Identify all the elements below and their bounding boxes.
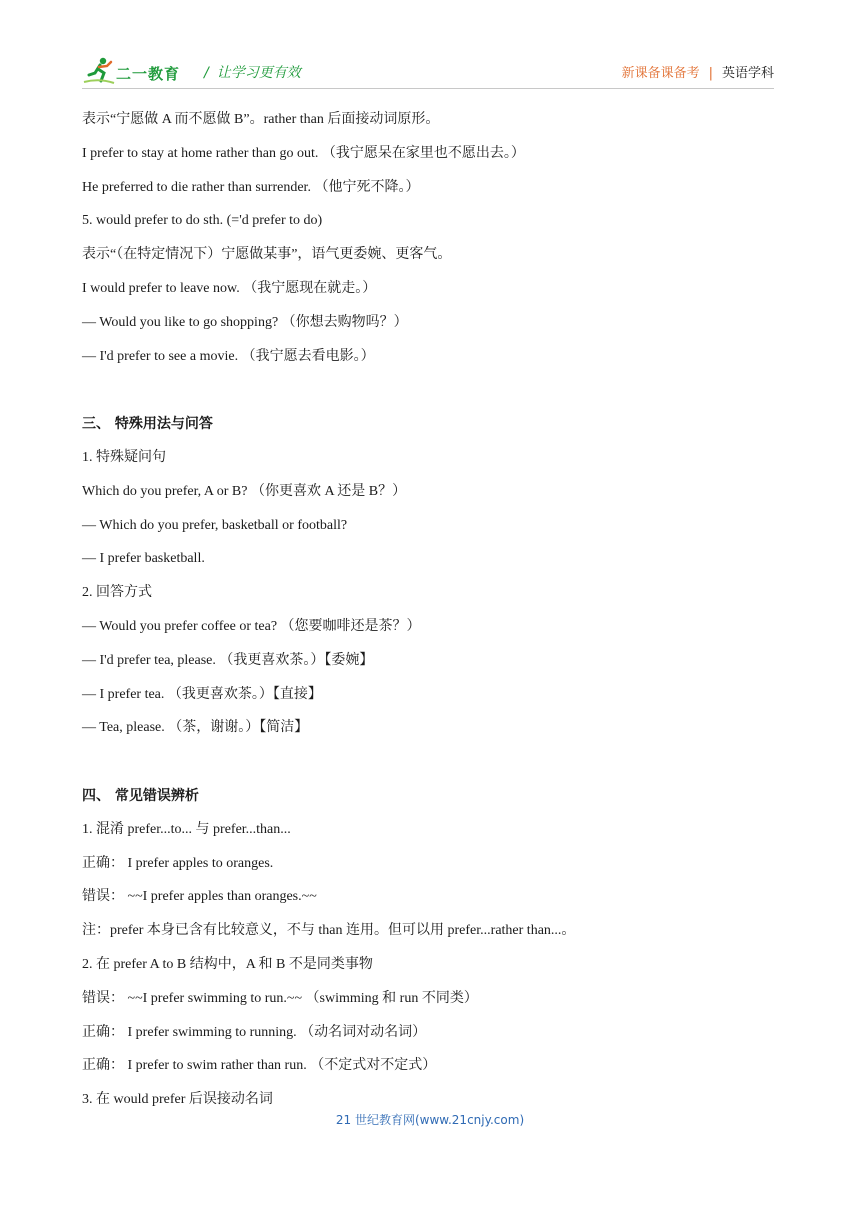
correct-example: 正确： I prefer apples to oranges. [82,855,274,871]
note-line: 注：prefer 本身已含有比较意义，不与 than 连用。但可以用 prefer...rather than...。 [82,923,576,939]
subsection-title: 1. 特殊疑问句 [82,449,166,465]
dialogue-line: — I prefer basketball. [82,551,205,567]
example-sentence: Which do you prefer, A or B? （你更喜欢 A 还是 B？） [82,483,407,499]
spacer [82,751,782,785]
section-heading: 四、 常见错误辨析 [82,787,199,804]
page-header [82,56,774,89]
dialogue-line: — Which do you prefer, basketball or football? [82,517,348,533]
correct-example: 正确： I prefer to swim rather than run. （不定式对不定式） [82,1058,437,1074]
example-sentence: I would prefer to leave now. （我宁愿现在就走。） [82,280,377,296]
subsection-title: 5. would prefer to do sth. (='d prefer to do) [82,213,323,229]
header-separator: | [708,66,713,81]
section-heading: 三、 特殊用法与问答 [82,416,213,433]
dialogue-line: — I'd prefer to see a movie. （我宁愿去看电影。） [82,348,375,364]
spacer [82,379,782,413]
slogan [204,62,301,82]
example-sentence: I prefer to stay at home rather than go out. （我宁愿呆在家里也不愿出去。） [82,145,525,161]
header-course-label: 新课备课备考 [621,66,700,81]
page-footer[interactable]: 21 世纪教育网(www.21cnjy.com) [335,1113,525,1127]
logo [82,56,194,86]
dialogue-line: — I prefer tea. （我更喜欢茶。）【直接】 [82,686,322,702]
example-sentence: He preferred to die rather than surrender. （他宁死不降。） [82,179,420,195]
dialogue-line: — Would you like to go shopping? （你想去购物吗？） [82,314,408,330]
body-line: 表示“宁愿做 A 而不愿做 B”。rather than 后面接动词原形。 [82,112,440,127]
body-line: 表示“（在特定情况下）宁愿做某事”，语气更委婉、更客气。 [82,247,452,263]
document-body [82,109,782,1123]
correct-example: 正确： I prefer swimming to running. （动名词对动名词） [82,1024,427,1040]
logo-text: 二一教育 [116,65,181,83]
subsection-title: 2. 在 prefer A to B 结构中，A 和 B 不是同类事物 [82,956,373,972]
wrong-example: 错误： ~~I prefer swimming to run.~~ （swimming 和 run 不同类） [82,990,478,1006]
dialogue-line: — I'd prefer tea, please. （我更喜欢茶。）【委婉】 [82,652,374,668]
wrong-example: 错误： ~~I prefer apples than oranges.~~ [82,889,317,905]
runner-logo-icon [82,56,116,86]
subsection-title: 2. 回答方式 [82,585,152,601]
slogan-text: 让学习更有效 [216,65,301,81]
dialogue-line: — Tea, please. （茶，谢谢。）【简洁】 [82,720,309,736]
slogan-slash: / [204,65,209,81]
dialogue-line: — Would you prefer coffee or tea? （您要咖啡还是茶？） [82,618,421,634]
header-subject [622,62,774,81]
subsection-title: 1. 混淆 prefer...to... 与 prefer...than... [82,821,291,837]
header-subject-label: 英语学科 [721,66,774,81]
subsection-title: 3. 在 would prefer 后误接动名词 [82,1092,273,1108]
